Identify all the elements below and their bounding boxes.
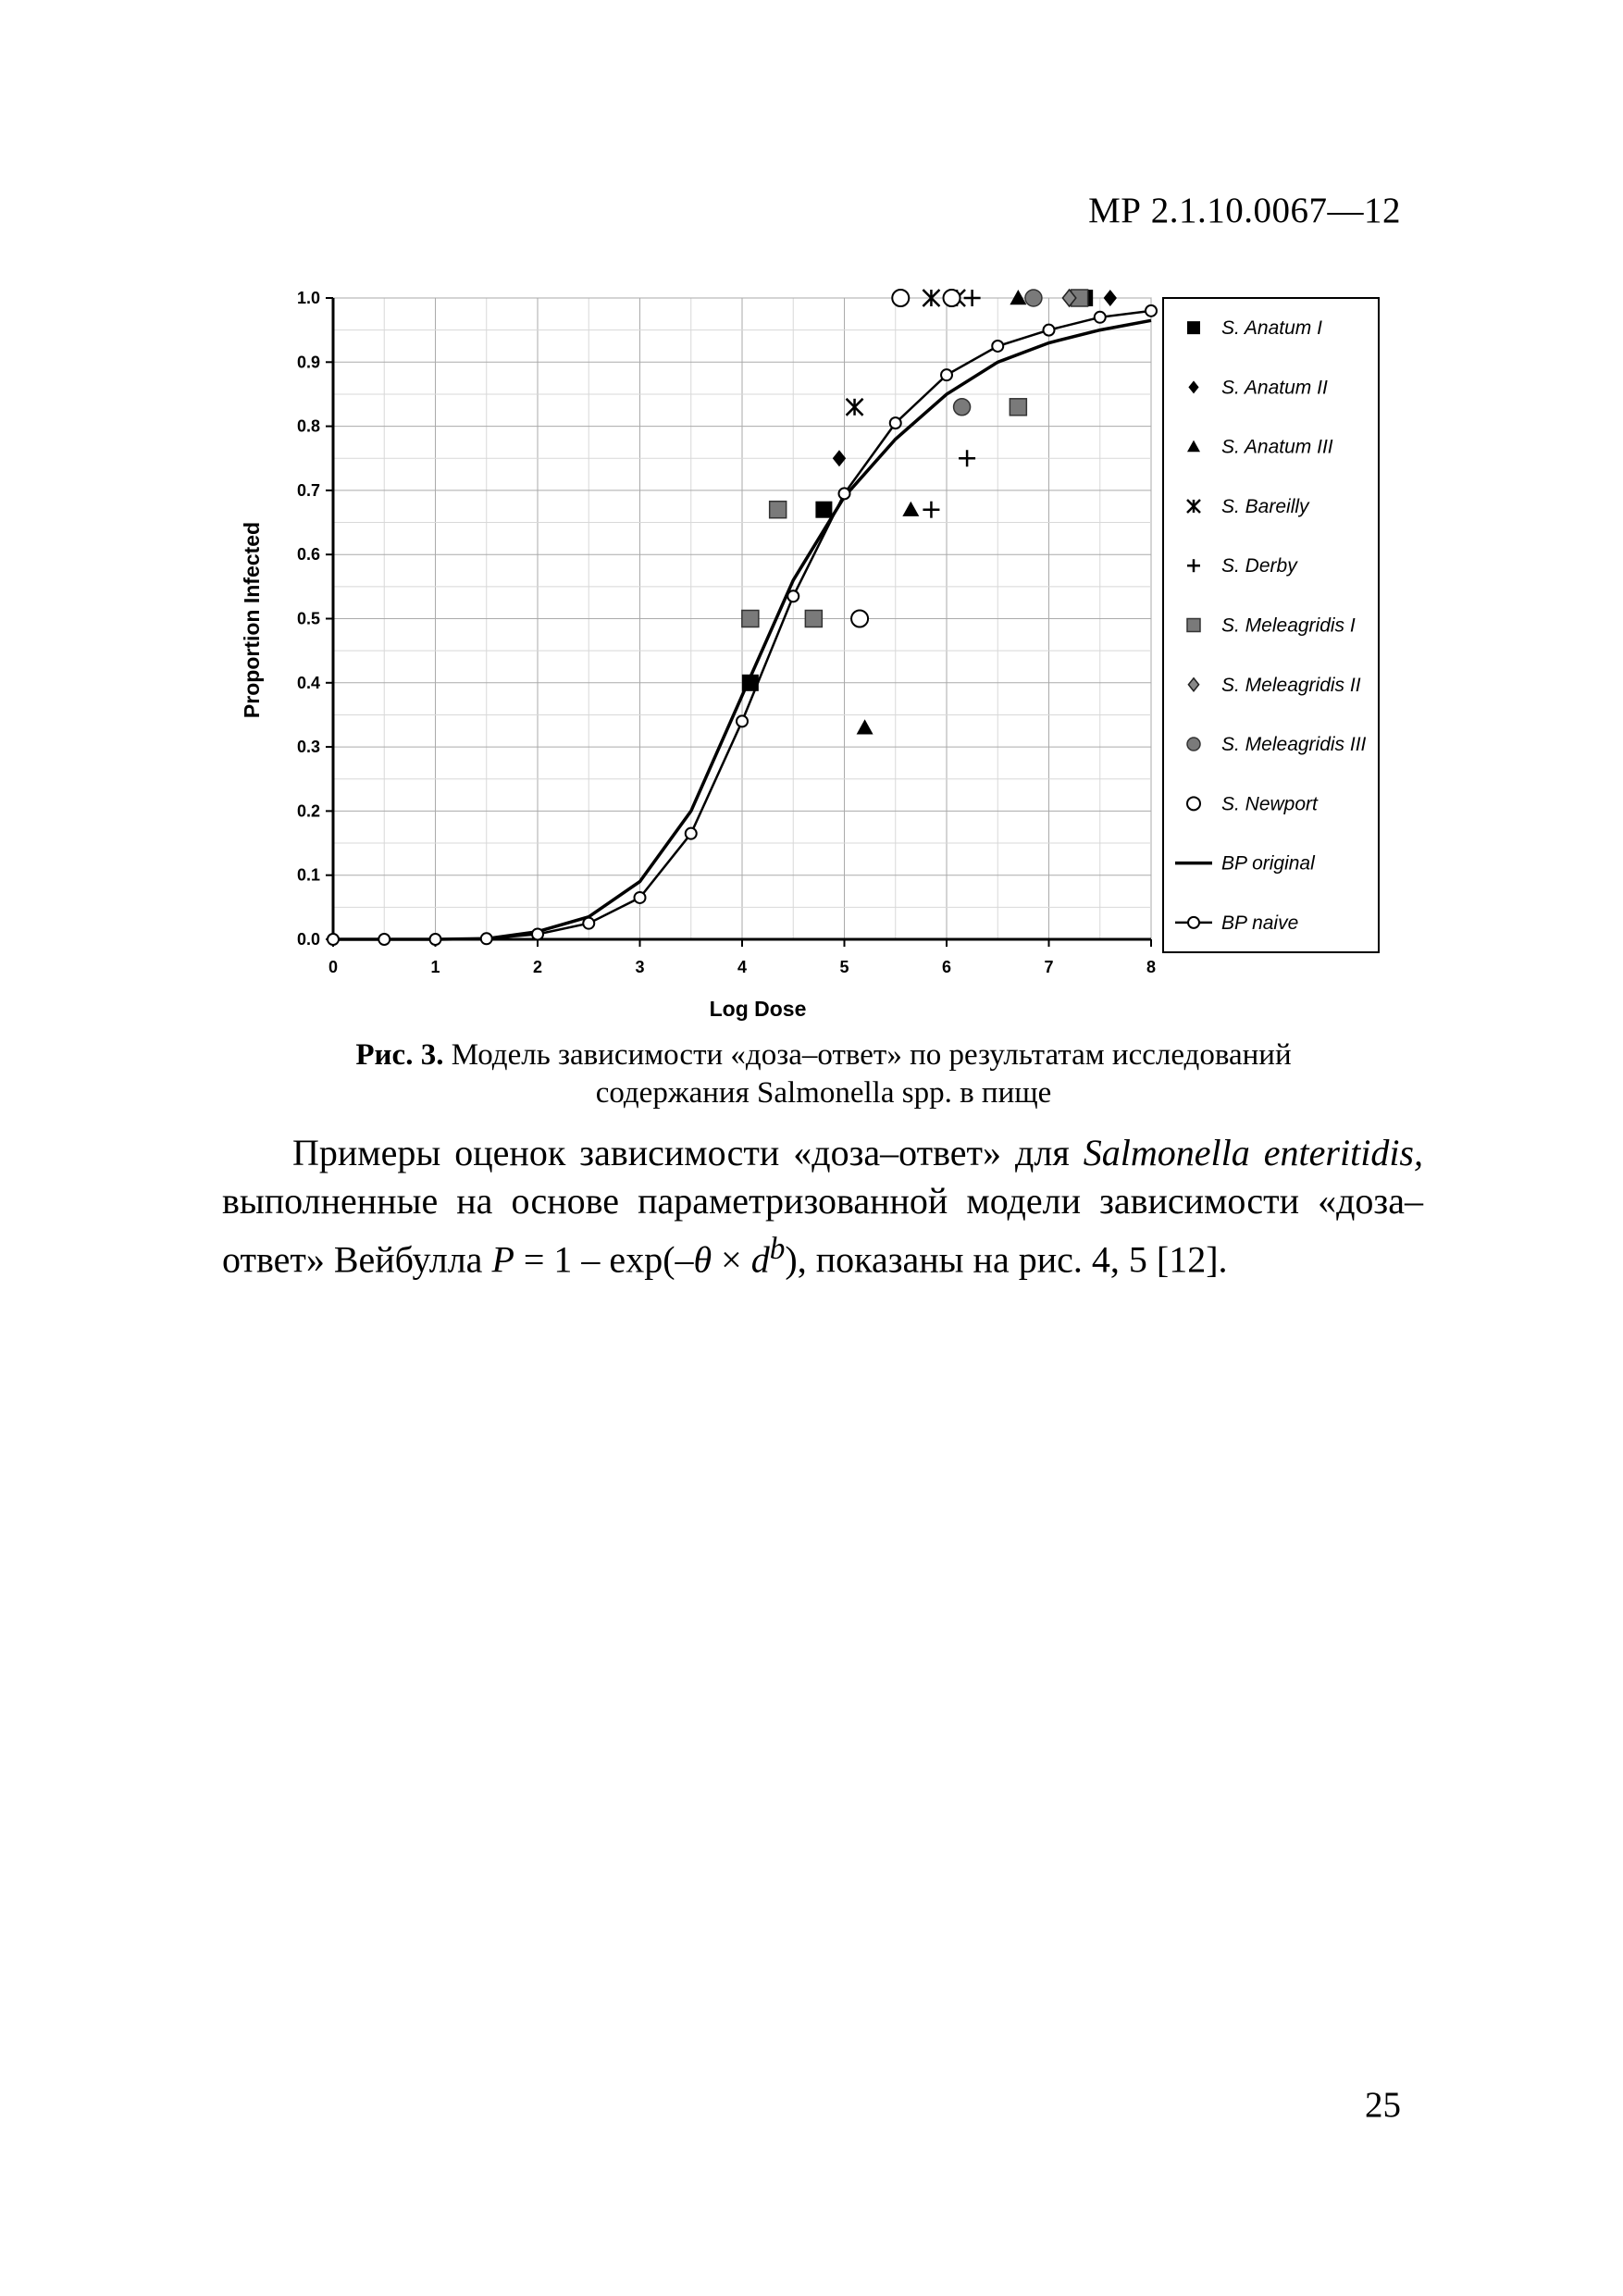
paragraph-middle: выполненные на основе параметризованной модели зависимости «доза–ответ» Вейбулла: [222, 1180, 1423, 1281]
curve-point-bp-naive: [737, 715, 748, 726]
y-tick-label: 0.7: [296, 480, 320, 500]
legend-label-s-newport: S. Newport: [1221, 793, 1318, 815]
x-tick-labels: [328, 958, 1156, 976]
body-paragraph: [222, 1129, 1423, 1284]
curve-point-bp-naive: [430, 934, 441, 945]
curve-point-bp-naive: [328, 934, 339, 945]
curve-point-bp-naive: [992, 341, 1003, 352]
formula-mid: = 1 – exp(–: [514, 1238, 694, 1281]
curve-point-bp-naive: [583, 918, 594, 929]
y-tick-label: 0.2: [296, 801, 320, 821]
legend-label-s-anatum-ii: S. Anatum II: [1221, 377, 1328, 399]
x-tick-label: 8: [1146, 958, 1157, 976]
point-s-meleagridis-i: [770, 502, 787, 518]
legend-label-s-meleagridis-i: S. Meleagridis I: [1221, 614, 1356, 637]
point-s-meleagridis-iii: [954, 399, 971, 416]
legend-label-s-derby: S. Derby: [1221, 555, 1297, 577]
formula-b: b: [769, 1232, 786, 1266]
curve-point-bp-naive: [890, 417, 901, 428]
formula-theta: θ: [693, 1238, 712, 1281]
paragraph-start: Примеры оценок зависимости «доза–ответ» для: [292, 1132, 1084, 1173]
document-code: МР 2.1.10.0067—12: [1088, 191, 1401, 230]
legend-marker-bp-naive: [1188, 917, 1199, 928]
legend-marker-s-newport: [1187, 797, 1200, 810]
x-axis-label: Log Dose: [709, 997, 807, 1021]
chart-legend: [1163, 298, 1379, 952]
point-s-newport: [851, 611, 868, 627]
curve-point-bp-naive: [839, 488, 850, 499]
y-tick-label: 0.5: [296, 609, 320, 628]
x-tick-label: 3: [635, 958, 645, 976]
curve-point-bp-naive: [787, 590, 799, 602]
legend-label-s-meleagridis-iii: S. Meleagridis III: [1221, 734, 1367, 756]
y-tick-label: 0.1: [296, 865, 320, 885]
curve-point-bp-naive: [378, 934, 390, 945]
formula-times: ×: [712, 1238, 751, 1281]
legend-marker-s-meleagridis-iii: [1187, 738, 1200, 751]
legend-label-bp-naive: BP naive: [1221, 912, 1299, 934]
legend-label-s-bareilly: S. Bareilly: [1221, 495, 1309, 517]
point-s-newport: [944, 290, 960, 306]
x-tick-label: 6: [941, 958, 952, 976]
curve-point-bp-naive: [635, 892, 646, 903]
y-tick-labels: [297, 289, 320, 949]
y-tick-label: 0.6: [296, 545, 320, 565]
x-tick-label: 1: [430, 958, 440, 976]
point-s-newport: [892, 290, 909, 306]
curve-point-bp-naive: [481, 933, 492, 944]
x-tick-label: 7: [1044, 958, 1054, 976]
point-s-meleagridis-iii: [1025, 290, 1042, 306]
y-tick-label: 0.8: [296, 416, 320, 436]
page-number: 25: [1365, 2085, 1401, 2125]
y-tick-label: 0.3: [296, 738, 320, 757]
caption-label: Рис. 3.: [355, 1038, 444, 1072]
legend-label-s-anatum-iii: S. Anatum III: [1221, 436, 1333, 458]
figure-caption: [222, 1036, 1425, 1112]
legend-label-s-meleagridis-ii: S. Meleagridis II: [1221, 674, 1361, 696]
species-name: Salmonella enteritidis,: [1083, 1132, 1423, 1173]
x-tick-label: 0: [328, 958, 339, 976]
legend-label-s-anatum-i: S. Anatum I: [1221, 317, 1322, 340]
legend-marker-s-anatum-i: [1187, 321, 1200, 334]
curve-point-bp-naive: [686, 828, 697, 839]
point-s-meleagridis-i: [1010, 399, 1026, 416]
y-tick-label: 0.9: [296, 353, 320, 372]
y-axis-label: Proportion Infected: [240, 521, 264, 719]
curve-point-bp-naive: [1146, 305, 1157, 316]
x-tick-label: 4: [737, 958, 748, 976]
formula-d: d: [750, 1238, 770, 1281]
point-s-anatum-i: [815, 502, 832, 518]
legend-label-bp-original: BP original: [1221, 852, 1315, 875]
caption-line2: содержания Salmonella spp. в пище: [595, 1076, 1052, 1110]
caption-line1: Модель зависимости «доза–ответ» по результатам исследований: [443, 1038, 1292, 1072]
x-tick-label: 2: [532, 958, 543, 976]
curve-point-bp-naive: [941, 369, 952, 380]
formula-p: P: [491, 1238, 514, 1281]
legend-marker-s-meleagridis-i: [1187, 619, 1200, 632]
paragraph-end: ), показаны на рис. 4, 5 [12].: [785, 1238, 1228, 1281]
point-s-meleagridis-i: [742, 611, 759, 627]
y-tick-label: 1.0: [296, 289, 320, 307]
x-tick-label: 5: [839, 958, 849, 976]
dose-response-figure: [226, 278, 1392, 1036]
curve-point-bp-naive: [1095, 312, 1106, 323]
point-s-anatum-i: [742, 675, 759, 691]
curve-point-bp-naive: [1044, 325, 1055, 336]
y-tick-label: 0.0: [296, 930, 320, 949]
y-tick-label: 0.4: [296, 673, 320, 692]
point-s-meleagridis-i: [805, 611, 822, 627]
curve-point-bp-naive: [532, 928, 543, 939]
point-s-anatum-iii: [1010, 290, 1026, 304]
dose-response-chart: [226, 278, 1392, 1036]
